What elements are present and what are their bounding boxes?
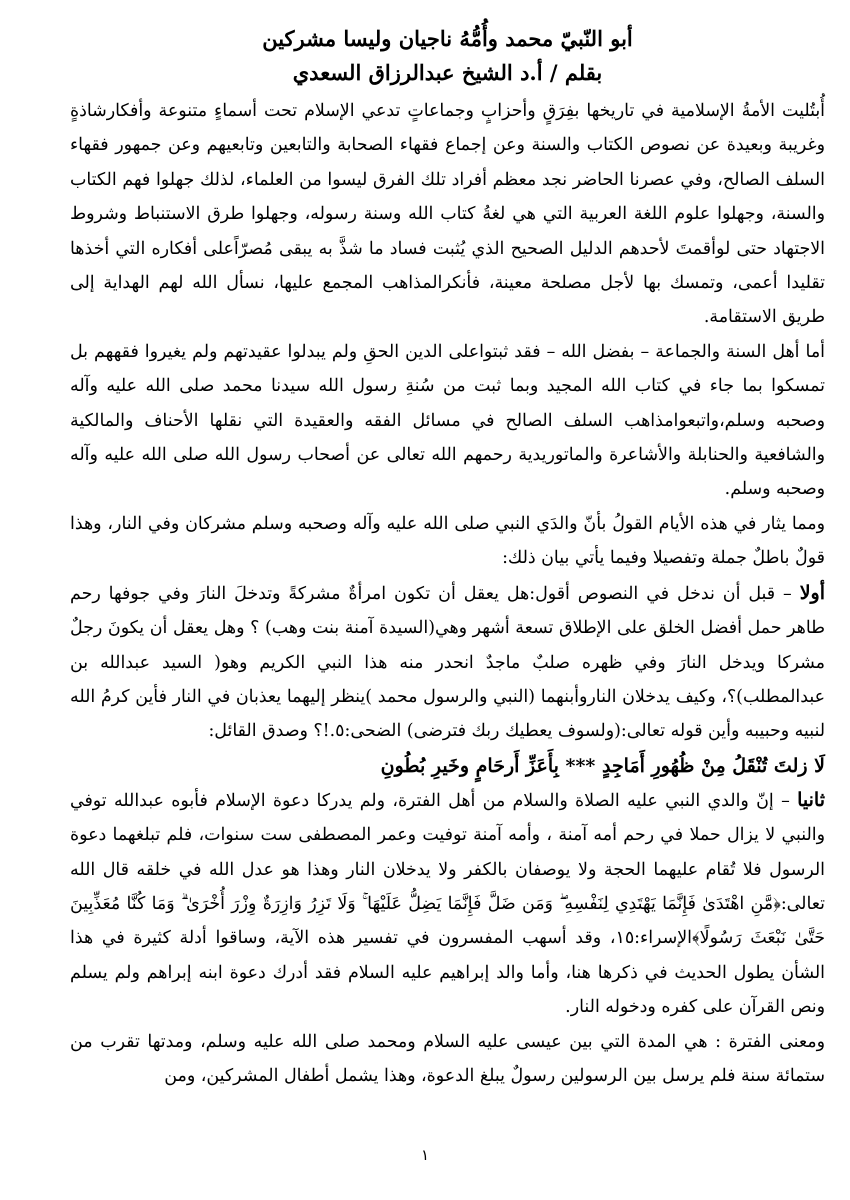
first-point-label: أولا — [799, 581, 825, 604]
paragraph-intro: أُبتُليت الأمةُ الإسلامية في تاريخها بفِرَقٍ وأحزابٍ وجماعاتٍ تدعي الإسلام تحت أسماءٍ متنوعة وأفكارشاذةٍ وغريبة وبعيدة عن نصوص الكتاب والسنة وعن إجماع فقهاء الصحابة والتابعين وتابعيهم وعن جمهور فقهاء السلف الصالح، وفي عصرنا الحاضر نجد معظم أفراد تلك الفرق ليسوا من العلماء، لذلك جهلوا فهم الكتاب والسنة، وجهلوا علوم اللغة العربية التي هي لغةُ كتاب الله وسنة رسوله، وجهلوا طرق الاستنباط وشروط الاجتهاد حتى لوأقمتَ لأحدهم الدليل الصحيح الذي يُثبت فساد ما شذَّ به يبقى مُصرّاًعلى أفكاره التي أخذها تقليدا أعمى، وتمسك بها لأجل مصلحة معينة، فأنكرالمذاهب المجمع عليها، نسأل الله لهم الهداية إلى طريق الاستقامة. — [70, 101, 825, 328]
document-page — [70, 22, 825, 1200]
paragraph-first-point — [70, 576, 825, 749]
page-number: ١ — [420, 1146, 430, 1164]
article-author: بقلم / أ.د الشيخ عبدالرزاق السعدي — [292, 60, 603, 85]
article-title: أبو النّبيّ محمد وأُمُّهُ ناجيان وليسا مشركين — [262, 26, 633, 51]
first-point-text: – قبل أن ندخل في النصوص أقول:هل يعقل أن تكون امرأةٌ مشركةً وتدخلَ النارَ وفي جوفها رحم طاهر حمل أفضل الخلق على الإطلاق تسعة أشهر وهي(السيدة آمنة بنت وهب) ؟ وهل يعقل أن يكونَ رجلٌ مشركا ويدخل النارَ وفي ظهره صلبٌ ماجدٌ انحدر منه هذا النبي الكريم وهو( السيد عبدالله بن عبدالمطلب)؟، وكيف يدخلان الناروأبنهما (النبي والرسول محمد )ينظر إليهما يعذبان في النار فأين كرمُ الله لنبيه وحبيبه وأين قوله تعالى:(ولسوف يعطيك ربك فترضى) الضحى:٥.!؟ وصدق القائل: — [70, 583, 825, 742]
paragraph-claim: ومما يثار في هذه الأيام القولُ بأنّ والدَي النبي صلى الله عليه وآله وصحبه وسلم مشركان وفي النار، وهذا قولٌ باطلٌ جملة وتفصيلا وفيما يأتي بيان ذلك: — [70, 513, 825, 569]
poetry-verse: لَا زلتَ تُنْقَلُ مِنْ ظُهُورِ أَمَاجِدٍ *** بِأَعَزِّ أَرحَامٍ وخَيرِ بُطُونِ — [380, 754, 825, 777]
paragraph-second-point — [70, 783, 825, 1025]
second-point-text: – إنّ والدي النبي عليه الصلاة والسلام من أهل الفترة، ولم يدركا دعوة الإسلام فأبوه عبدالله توفي والنبي لا يزال حملا في رحم أمه آمنة ، وأمه آمنة توفيت وعمر المصطفى ست سنوات، فلم تبلغهما دعوة الرسول فلا تُقام عليهما الحجة ولا يوصفان بالكفر ولا يدخلان النار وهذا هو عدل الله في خلقه قال الله تعالى:﴿مَّنِ اهْتَدَىٰ فَإِنَّمَا يَهْتَدِي لِنَفْسِهِ ۖ وَمَن ضَلَّ فَإِنَّمَا يَضِلُّ عَلَيْهَا ۚ وَلَا تَزِرُ وَازِرَةٌ وِزْرَ أُخْرَىٰ ۗ وَمَا كُنَّا مُعَذِّبِينَ حَتَّىٰ نَبْعَثَ رَسُولًا﴾الإسراء:١٥، وقد أسهب المفسرون في تفسير هذه الآية، وساقوا أدلة كثيرة في هذا الشأن يطول الحديث في ذكرها هنا، وأما والد إبراهيم عليه السلام فقد أدرك دعوة ابنه إبراهم ولم يسلم ونص القرآن على كفره ودخوله النار. — [70, 790, 825, 1018]
paragraph-fatra-definition: ومعنى الفترة : هي المدة التي بين عيسى عليه السلام ومحمد صلى الله عليه وسلم، ومدتها تقرب من ستمائة سنة فلم يرسل بين الرسولين رسولٌ يبلغ الدعوة، وهذا يشمل أطفال المشركين، ومن — [70, 1031, 825, 1086]
paragraph-ahl-sunnah: أما أهل السنة والجماعة – بفضل الله – فقد ثبتواعلى الدين الحقِ ولم يبدلوا عقيدتهم ولم يغيروا فقههم بل تمسكوا بما جاء في كتاب الله المجيد وبما ثبت من سُنةِ رسول الله سيدنا محمد صلى الله عليه وآله وصحبه وسلم،واتبعوامذاهب السلف الصالح في مسائل الفقه والعقيدة التي نقلها الأحناف والمالكية والشافعية والحنابلة والأشاعرة والماتوريدية رحمهم الله تعالى عن أصحاب رسول الله صلى الله عليه وآله وصحبه وسلم. — [70, 341, 825, 500]
article-body — [70, 94, 825, 1093]
second-point-label: ثانيا — [797, 788, 825, 811]
